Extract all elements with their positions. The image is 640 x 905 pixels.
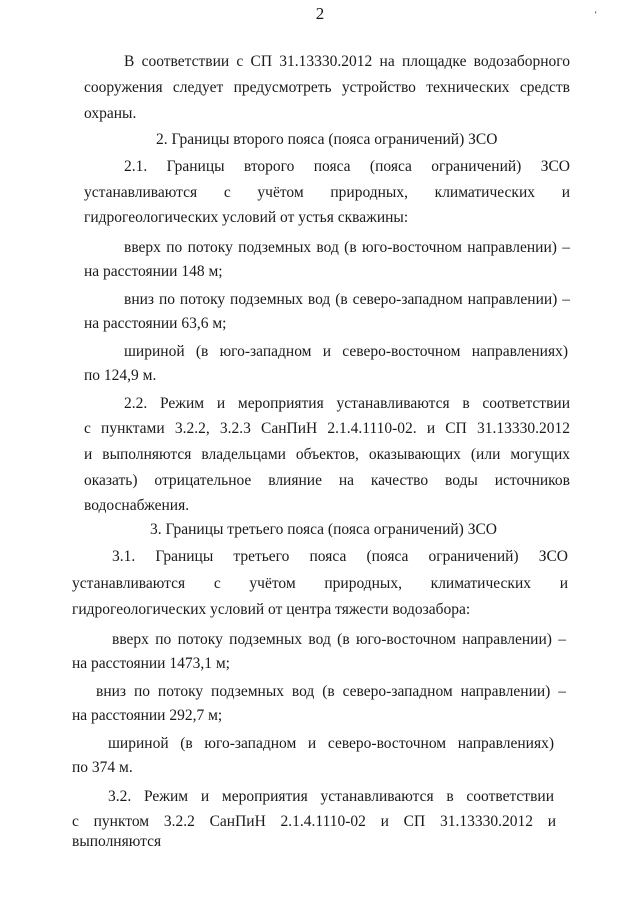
s2-down-line-1: вниз по потоку подземных вод (в северо-западном направлении) – (124, 291, 570, 308)
s3-up-line-1: вверх по потоку подземных вод (в юго-восточном направлении) – (112, 631, 566, 648)
intro-line-3: охраны. (84, 105, 137, 122)
s3-down-line-2: на расстоянии 292,7 м; (72, 707, 223, 724)
s2-p1-line-1: 2.1. Границы второго пояса (пояса ограничений) ЗСО (124, 158, 570, 175)
s2-width-line-2: по 124,9 м. (84, 367, 157, 384)
s2-p2-line-3: и выполняются владельцами объектов, оказывающих (или могущих (84, 446, 570, 463)
s3-p1-line-2: устанавливаются с учётом природных, климатических и (72, 575, 568, 592)
corner-mark: ‘ (594, 10, 598, 21)
s3-p1-line-3: гидрогеологических условий от центра тяжести водозабора: (72, 601, 471, 618)
s2-p2-line-5: водоснабжения. (84, 497, 190, 514)
section-2-heading: 2. Границы второго пояса (пояса ограничений) ЗСО (156, 131, 498, 148)
s3-p2-line-1: 3.2. Режим и мероприятия устанавливаются в соответствии (108, 788, 554, 805)
s3-width-line-1: шириной (в юго-западном и северо-восточном направлениях) (108, 735, 554, 752)
s2-p2-line-1: 2.2. Режим и мероприятия устанавливаются в соответствии (124, 395, 570, 412)
s3-p1-line-1: 3.1. Границы третьего пояса (пояса ограничений) ЗСО (112, 548, 568, 565)
s3-down-line-1: вниз по потоку подземных вод (в северо-западном направлении) – (96, 683, 566, 700)
section-3-heading: 3. Границы третьего пояса (пояса ограничений) ЗСО (150, 521, 497, 538)
page-number: 2 (315, 4, 325, 23)
s3-p2-line-2: с пунктом 3.2.2 СанПиН 2.1.4.1110-02 и СП 31.13330.2012 и выполняются (72, 813, 556, 850)
s2-down-line-2: на расстоянии 63,6 м; (84, 315, 227, 332)
s2-up-line-1: вверх по потоку подземных вод (в юго-восточном направлении) – (124, 239, 570, 256)
s2-p1-line-2: устанавливаются с учётом природных, климатических и (84, 184, 570, 201)
s2-width-line-1: шириной (в юго-западном и северо-восточном направлениях) (124, 343, 568, 360)
s2-p2-line-4: оказать) отрицательное влияние на качество воды источников (84, 472, 570, 489)
s3-width-line-2: по 374 м. (72, 759, 133, 776)
s2-up-line-2: на расстоянии 148 м; (84, 263, 223, 280)
intro-line-1: В соответствии с СП 31.13330.2012 на площадке водозаборного (124, 53, 570, 70)
s2-p2-line-2: с пунктами 3.2.2, 3.2.3 СанПиН 2.1.4.1110-02. и СП 31.13330.2012 (84, 420, 570, 437)
s3-up-line-2: на расстоянии 1473,1 м; (72, 655, 230, 672)
intro-line-2: сооружения следует предусмотреть устройство технических средств (84, 79, 570, 96)
s2-p1-line-3: гидрогеологических условий от устья скважины: (84, 209, 409, 226)
